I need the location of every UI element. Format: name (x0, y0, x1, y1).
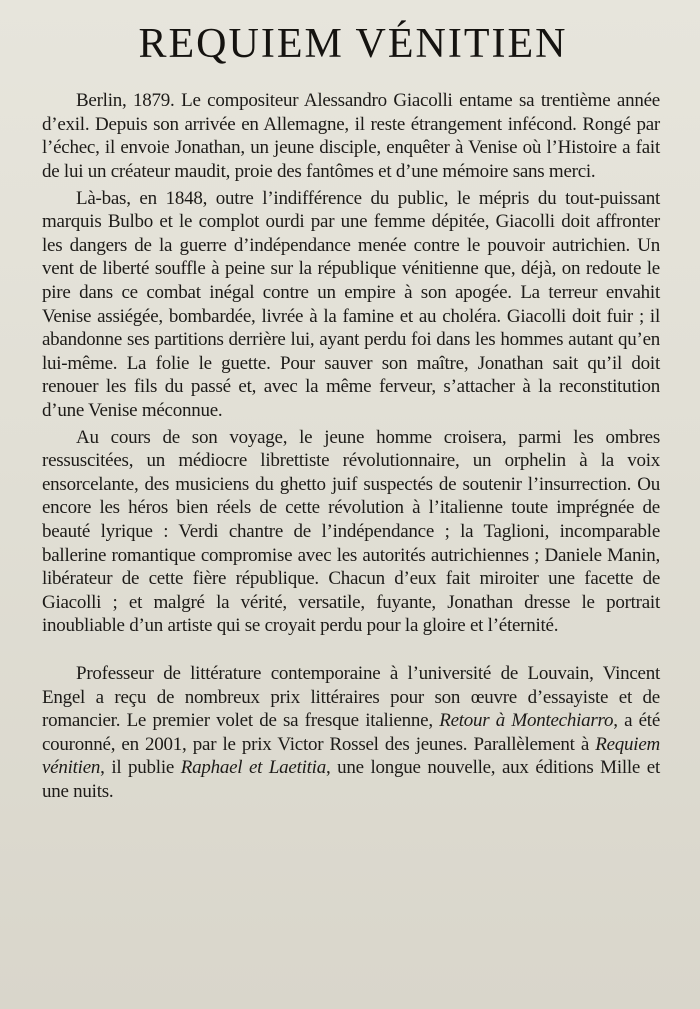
book-title-raphael-et-laetitia: Raphael et Laetitia (180, 757, 326, 779)
bio-text-1: Professeur de littérature contemporaine à l’université de Louvain, Vincent Engel a reçu de nombreux prix littéraires pour son œuvre d’essayiste et de romancier. Le premier volet de sa fresque italienne, (42, 662, 660, 732)
synopsis (42, 89, 660, 638)
synopsis-paragraph-3: Au cours de son voyage, le jeune homme croisera, parmi les ombres ressuscitées, un médiocre librettiste révolutionnaire, un orphelin à la voix ensorcelante, des musiciens du ghetto juif suspectés de soutenir l’insurrection. Ou encore les héros bien réels de cette révolution à l’italienne toute imprégnée de beauté lyrique : Verdi chantre de l’indépendance ; la Taglioni, incomparable ballerine romantique compromise avec les autorités autrichiennes ; Daniele Manin, libérateur de cette fière république. Chacun d’eux fait miroiter une facette de Giacolli ; et malgré la vérité, versatile, fuyante, Jonathan dresse le portrait inoubliable d’un artiste qui se croyait perdu pour la gloire et l’éternité. (42, 426, 660, 637)
book-title-requiem-venitien: Requiem vénitien (42, 733, 660, 779)
author-bio-paragraph (42, 662, 660, 804)
author-bio (42, 662, 660, 804)
book-title-retour-a-montechiarro: Retour à Montechiarro (439, 710, 614, 732)
bio-text-2: , a été couronné, en 2001, par le prix Victor Rossel des jeunes. Parallèlement à (42, 710, 660, 755)
bio-text-3: , il publie (100, 757, 181, 779)
synopsis-paragraph-1: Berlin, 1879. Le compositeur Alessandro Giacolli entame sa trentième année d’exil. Depuis son arrivée en Allemagne, il reste étrangement infécond. Rongé par l’échec, il envoie Jonathan, un jeune disciple, enquêter à Venise où l’Histoire a fait de lui un créateur maudit, proie des fantômes et d’une mémoire sans merci. (42, 90, 660, 183)
book-title: REQUIEM VÉNITIEN (138, 21, 568, 67)
synopsis-paragraph-2: Là-bas, en 1848, outre l’indifférence du public, le mépris du tout-puissant marquis Bulbo et le complot ourdi par une femme dépitée, Giacolli doit affronter les dangers de la guerre d’indépendance menée contre le pouvoir autrichien. Un vent de liberté souffle à peine sur la république vénitienne que, déjà, on redoute le pire dans ce combat inégal contre un empire à son apogée. La terreur envahit Venise assiégée, bombardée, livrée à la famine et au choléra. Giacolli doit fuir ; il abandonne ses partitions derrière lui, ayant perdu foi dans les hommes autant qu’en lui-même. La folie le guette. Pour sauver son maître, Jonathan sait qu’il doit renouer les fils du passé et, avec la même ferveur, s’attacher à la reconstitution d’une Venise méconnue. (42, 187, 660, 422)
bio-text-4: , une longue nouvelle, aux éditions Mille et une nuits. (42, 757, 660, 802)
